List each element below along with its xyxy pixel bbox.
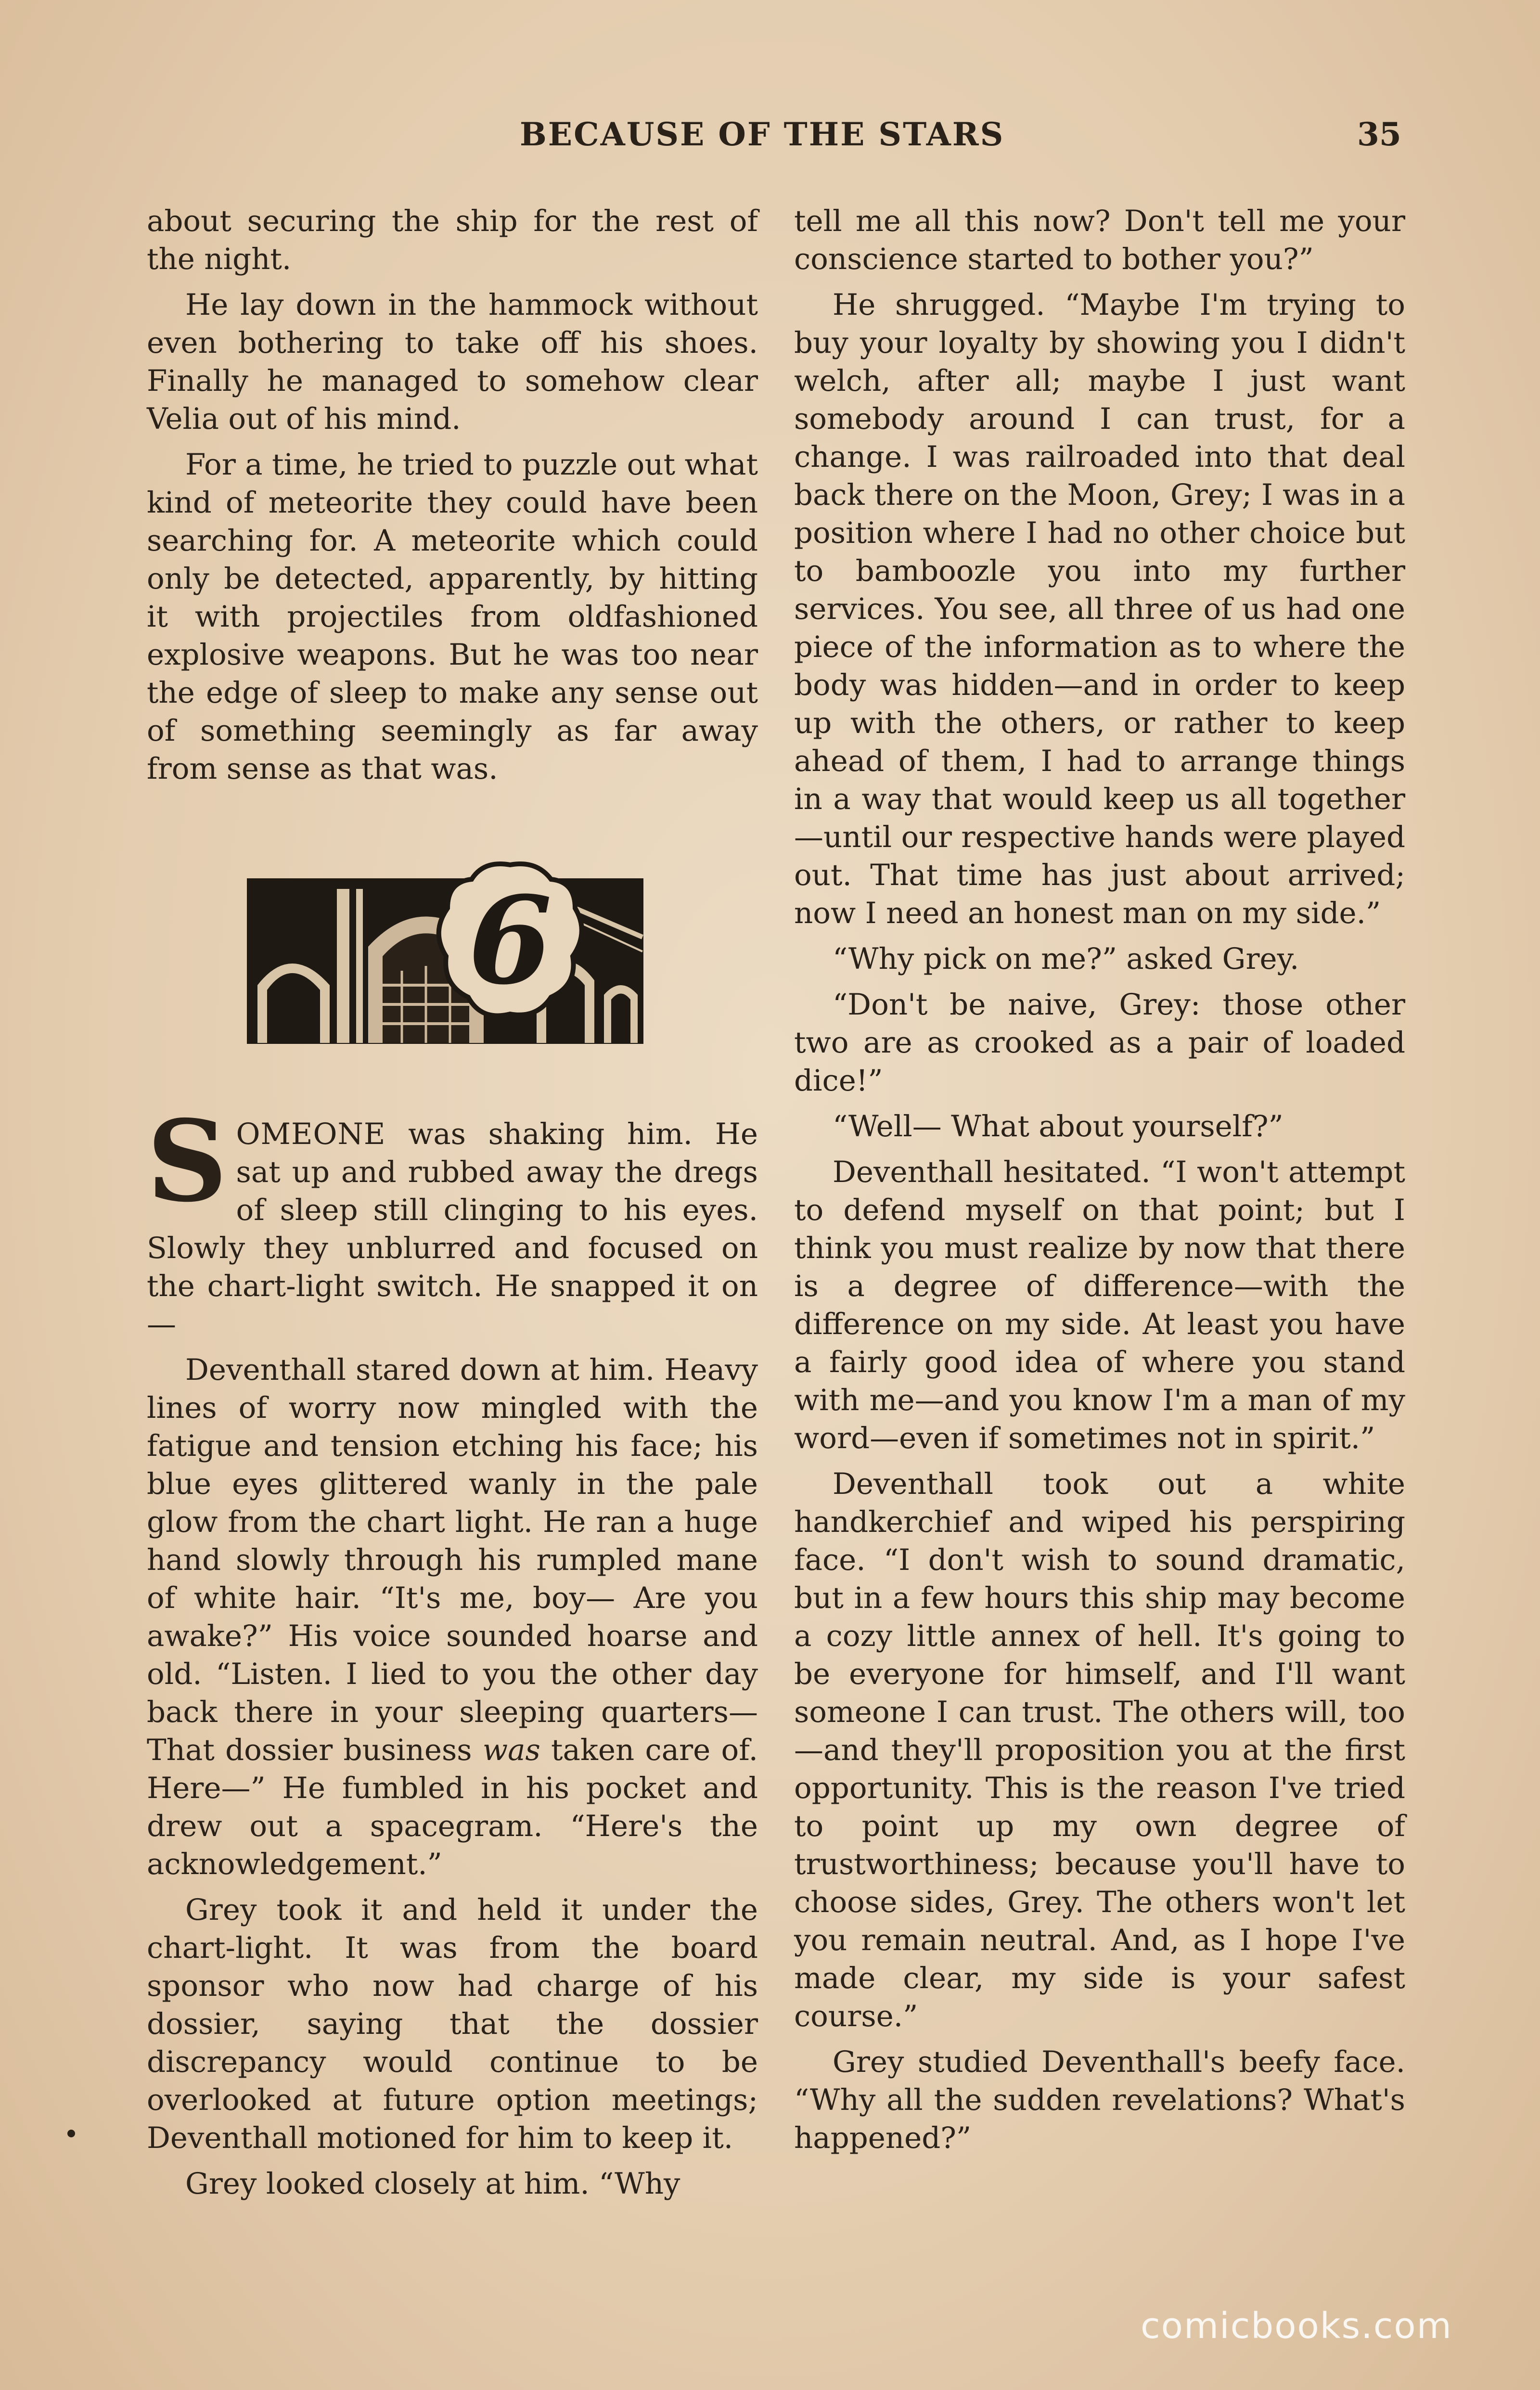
- drop-cap: S: [147, 1095, 228, 1227]
- chapter-number-medallion: [439, 864, 582, 1015]
- chapter-illustration: [238, 860, 652, 1048]
- paragraph: Deventhall took out a white handkerchief and wiped his perspiring face. “I don't wish to sound dramatic, but in a few hours this ship may become a cozy little annex of hell. It's going to be everyone for himself, and I'll want someone I can trust. The others will, too—and they'll proposition you at the first opportunity. This is the reason I've tried to point up my own degree of trustworthiness; because you'll have to choose sides, Grey. The others won't let you remain neutral. And, as I hope I've made clear, my side is your safest course.”: [794, 1467, 1405, 2033]
- paragraph: He lay down in the hammock without even bothering to take off his shoes. Finally he managed to somehow clear Velia out of his mind.: [147, 288, 758, 436]
- chapter-number: 6: [468, 870, 552, 1011]
- page-number: 35: [1357, 116, 1401, 153]
- paragraph: For a time, he tried to puzzle out what kind of meteorite they could have been searching for. A meteorite which could only be detected, apparently, by hitting it with projectiles from oldfashioned explosive weapons. But he was too near the edge of sleep to make any sense out of something seemingly as far away from sense as that was.: [147, 448, 758, 786]
- paragraph: “Don't be naive, Grey: those other two are as crooked as a pair of loaded dice!”: [794, 988, 1405, 1098]
- paragraph: [147, 1351, 758, 1883]
- smallcaps-text: OMEONE: [236, 1117, 386, 1151]
- watermark: comicbooks.com: [1141, 2305, 1452, 2347]
- paragraph-text: Deventhall stared down at him. Heavy lines of worry now mingled with the fatigue and tension etching his face; his blue eyes glittered wanly in the pale glow from the chart light. He ran a huge hand slowly through his rumpled mane of white hair. “It's me, boy— Are you awake?” His voice sounded hoarse and old. “Listen. I lied to you the other day back there in your sleeping quarters— That dossier business: [147, 1353, 758, 1767]
- emphasis-text: was: [482, 1733, 540, 1767]
- running-head: [0, 116, 1540, 164]
- paragraph: “Well— What about yourself?”: [833, 1109, 1283, 1144]
- running-title: BECAUSE OF THE STARS: [520, 116, 1005, 153]
- paragraph-dropcap: [147, 1095, 758, 1343]
- right-column: [794, 202, 1405, 2165]
- chapter-heading-illustration: [238, 860, 652, 1048]
- paragraph: He shrugged. “Maybe I'm trying to buy your loyalty by showing you I didn't welch, after all; maybe I just want somebody around I can trust, for a change. I was railroaded into that deal back there on the Moon, Grey; I was in a position where I had no other choice but to bamboozle you into my further services. You see, all three of us had one piece of the information as to where the body was hidden—and in order to keep up with the others, or rather to keep ahead of them, I had to arrange things in a way that would keep us all together—until our respective hands were played out. That time has just about arrived; now I need an honest man on my side.”: [794, 288, 1405, 930]
- paragraph: Grey studied Deventhall's beefy face. “Why all the sudden revelations? What's happened?”: [794, 2045, 1405, 2155]
- paragraph: Grey looked closely at him. “Why: [185, 2167, 680, 2201]
- paragraph: Deventhall hesitated. “I won't attempt to defend myself on that point; but I think you must realize by now that there is a degree of difference—with the difference on my side. At least you have a fairly good idea of where you stand with me—and you know I'm a man of my word—even if sometimes not in spirit.”: [794, 1155, 1405, 1455]
- paragraph: about securing the ship for the rest of the night.: [147, 204, 758, 276]
- left-column: [147, 202, 758, 2210]
- paragraph: Grey took it and held it under the chart-light. It was from the board sponsor who now had charge of his dossier, saying that the dossier discrepancy would continue to be overlooked at future option meetings; Deventhall motioned for him to keep it.: [147, 1893, 758, 2155]
- paragraph: “Why pick on me?” asked Grey.: [833, 942, 1299, 976]
- paragraph-text: was shaking him. He sat up and rubbed away the dregs of sleep still clinging to his eyes. Slowly they unblurred and focused on the chart-light switch. He snapped it on—: [147, 1117, 758, 1341]
- margin-dot: [67, 2130, 75, 2137]
- paragraph-text: taken care of. Here—” He fumbled in his pocket and drew out a spacegram. “Here's the acknowledgement.”: [147, 1733, 758, 1881]
- paragraph: tell me all this now? Don't tell me your conscience started to bother you?”: [794, 204, 1405, 276]
